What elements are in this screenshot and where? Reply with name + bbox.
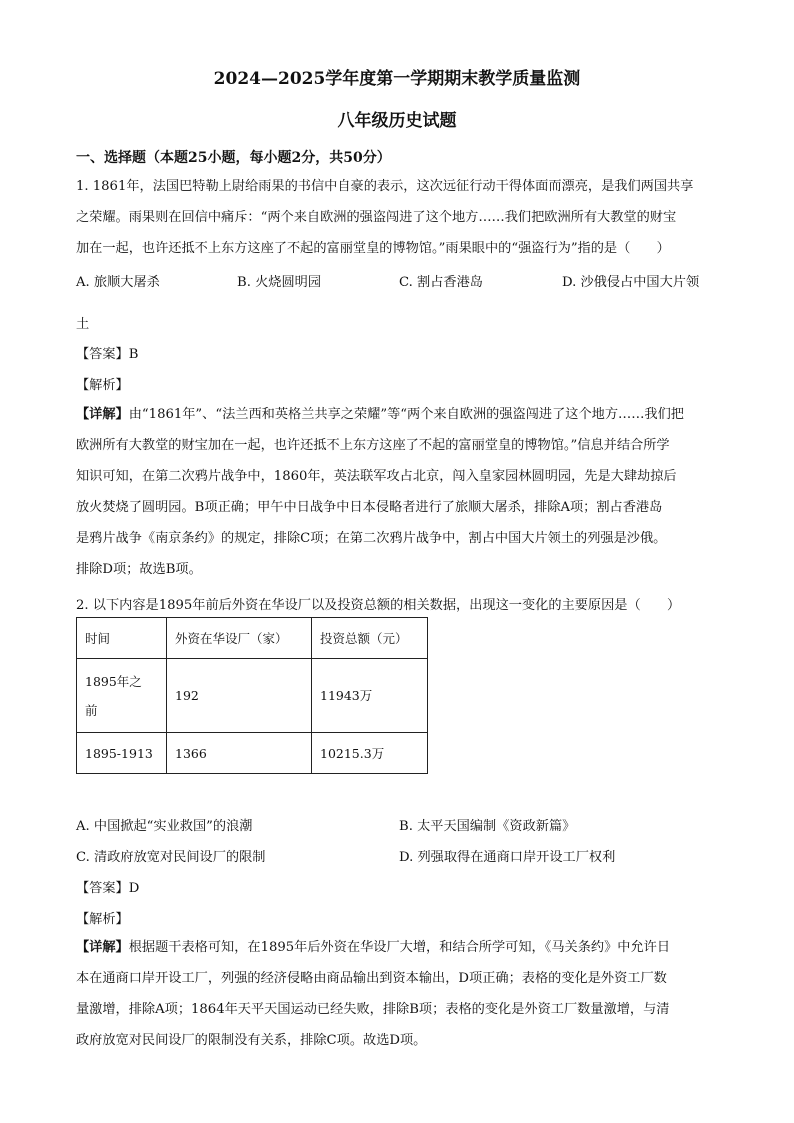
- q2-detail-line: [76, 932, 726, 963]
- question-1-line: 之荣耀。雨果则在回信中痛斥：“两个来自欧洲的强盗闯进了这个地方……我们把欧洲所有大教堂的财宝: [76, 210, 677, 225]
- table-row: [77, 659, 428, 733]
- q2-analysis-label: 【解析】: [76, 912, 129, 927]
- question-1-line: 加在一起，也许还抵不上东方这座了不起的富丽堂皇的博物馆。”雨果眼中的“强盗行为”指的是（ ）: [76, 241, 670, 256]
- q1-detail-line: 排除D项；故选B项。: [76, 562, 202, 577]
- table-header-cell: 投资总额（元）: [312, 618, 428, 659]
- q1-detail-text: 由“1861年”、“法兰西和英格兰共享之荣耀”等“两个来自欧洲的强盗闯进了这个地方……我们把: [128, 407, 684, 422]
- q2-detail-text: 根据题干表格可知，在1895年后外资在华设厂大增，和结合所学可知，《马关条约》中允许日: [128, 940, 671, 955]
- table-header-cell: 时间: [77, 618, 167, 659]
- q1-option-d: D. 沙俄侵占中国大片领: [562, 275, 700, 290]
- q2-detail-line: 量激增，排除A项；1864年天平天国运动已经失败，排除B项；表格的变化是外资工厂数量激增，与清: [76, 1002, 670, 1017]
- period-text: 前: [85, 702, 98, 718]
- q1-detail-line: 是鸦片战争《南京条约》的规定，排除C项；在第二次鸦片战争中，割占中国大片领土的列强是沙俄。: [76, 531, 667, 546]
- section-heading: 一、选择题（本题25小题，每小题2分，共50分）: [76, 150, 391, 166]
- table-cell-period: 1895-1913: [77, 733, 167, 774]
- q2-option-c: C. 清政府放宽对民间设厂的限制: [76, 850, 266, 865]
- q1-detail-line: [76, 399, 726, 430]
- table-cell-investment: 11943万: [312, 659, 428, 733]
- q1-analysis-label: 【解析】: [76, 378, 129, 393]
- q1-option-d-continued: 土: [76, 317, 90, 332]
- q1-detail-tag: 【详解】: [76, 407, 129, 422]
- table-cell-factories: 192: [167, 659, 312, 733]
- investment-table: [76, 617, 428, 774]
- question-2-stem: 2. 以下内容是1895年前后外资在华设厂以及投资总额的相关数据，出现这一变化的主要原因是（ ）: [76, 598, 681, 613]
- question-1-stem: [76, 171, 726, 264]
- q2-detail-line: 政府放宽对民间设厂的限制没有关系，排除C项。故选D项。: [76, 1033, 427, 1048]
- period-text: 1895年之: [85, 673, 142, 689]
- table-header-cell: 外资在华设厂（家）: [167, 618, 312, 659]
- q2-detail: [76, 932, 726, 1056]
- question-1-line: 1. 1861年，法国巴特勒上尉给雨果的书信中自豪的表示，这次远征行动干得体面而漂亮，是我们两国共享: [76, 179, 694, 194]
- q1-option-b: B. 火烧圆明园: [237, 275, 322, 290]
- q2-option-a: A. 中国掀起“实业救国”的浪潮: [76, 819, 253, 834]
- q1-option-c: C. 割占香港岛: [399, 275, 483, 290]
- table-cell-period: [77, 659, 167, 733]
- q2-answer: 【答案】D: [76, 881, 140, 896]
- q1-detail-line: 知识可知，在第二次鸦片战争中，1860年，英法联军攻占北京，闯入皇家园林圆明园，先是大肆劫掠后: [76, 469, 677, 484]
- q1-detail-line: 放火焚烧了圆明园。B项正确；甲午中日战争中日本侵略者进行了旅顺大屠杀，排除A项；割占香港岛: [76, 500, 663, 515]
- q1-answer: 【答案】B: [76, 347, 139, 362]
- q1-detail-line: 欧洲所有大教堂的财宝加在一起，也许还抵不上东方这座了不起的富丽堂皇的博物馆。”信息并结合所学: [76, 438, 670, 453]
- q2-detail-tag: 【详解】: [76, 940, 129, 955]
- q1-option-a: A. 旅顺大屠杀: [76, 275, 160, 290]
- q2-option-d: D. 列强取得在通商口岸开设工厂权利: [399, 850, 616, 865]
- q2-option-b: B. 太平天国编制《资政新篇》: [399, 819, 576, 834]
- exam-title: 2024—2025学年度第一学期期末教学质量监测: [213, 69, 581, 89]
- table-row: [77, 733, 428, 774]
- table-cell-investment: 10215.3万: [312, 733, 428, 774]
- q1-detail: [76, 399, 726, 585]
- table-header-row: [77, 618, 428, 659]
- q2-detail-line: 本在通商口岸开设工厂，列强的经济侵略由商品输出到资本输出，D项正确；表格的变化是外资工厂数: [76, 971, 667, 986]
- table-cell-factories: 1366: [167, 733, 312, 774]
- exam-subtitle: 八年级历史试题: [337, 111, 457, 131]
